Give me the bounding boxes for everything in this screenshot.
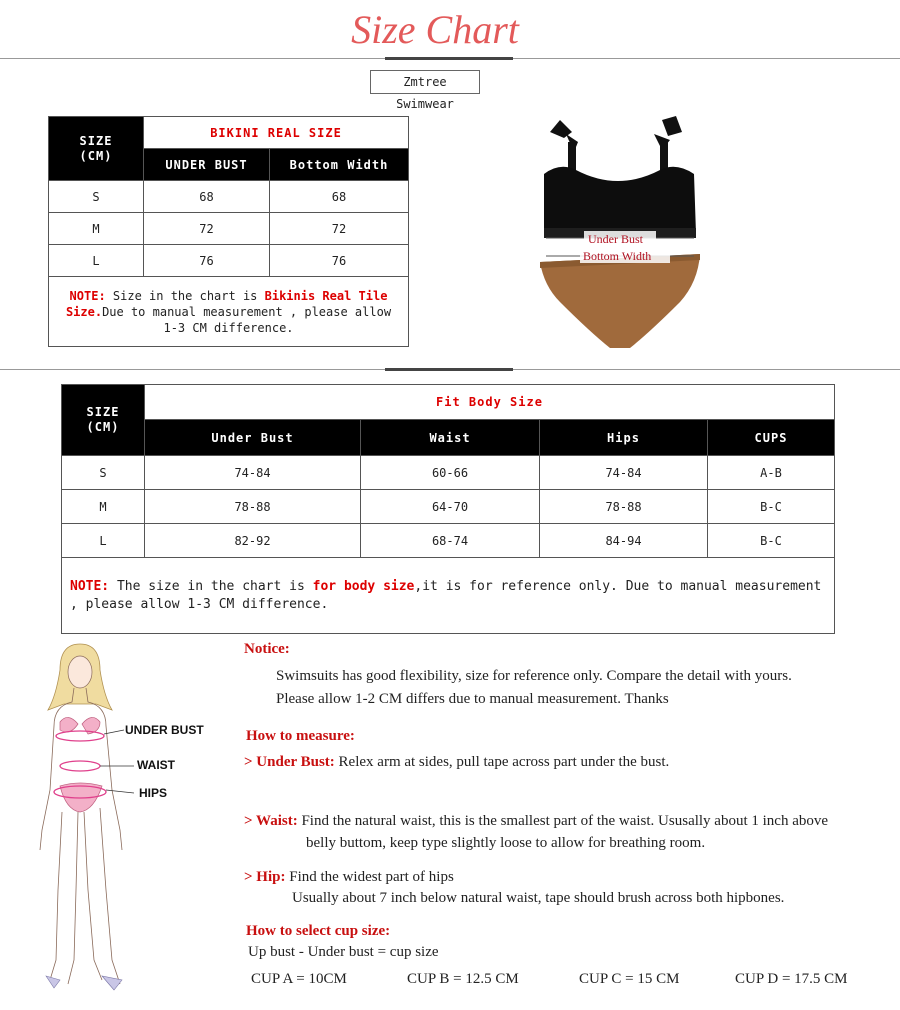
size-cell: L (62, 524, 145, 558)
note-highlight: Bikinis Real Tile Size. (65, 288, 388, 319)
note-text: ,it is for reference only. Due to manual measurement , please allow 1-3 CM difference. (70, 578, 822, 612)
value-cell: 68 (270, 181, 409, 213)
col-under-bust: UNDER BUST (144, 149, 270, 181)
fit-size-title: Fit Body Size (145, 385, 835, 420)
value-cell: 78-88 (540, 490, 708, 524)
divider-mark (385, 368, 513, 371)
value-cell: 76 (270, 245, 409, 277)
cup-formula: Up bust - Under bust = cup size (248, 944, 439, 960)
value-cell: 68 (144, 181, 270, 213)
table-row (62, 524, 835, 558)
cup-a: CUP A = 10CM (251, 971, 347, 987)
hip-label: > Hip: (244, 869, 286, 885)
under-bust-text: Relex arm at sides, pull tape across part under the bust. (338, 754, 670, 770)
value-cell: 68-74 (361, 524, 540, 558)
size-cell: L (49, 245, 144, 277)
size-cell: S (62, 456, 145, 490)
waist-text: Find the natural waist, this is the smallest part of the waist. Ususally about 1 inch above (301, 813, 829, 829)
real-size-note (49, 277, 409, 347)
value-cell: 74-84 (540, 456, 708, 490)
size-header: SIZE (CM) (62, 385, 145, 456)
real-size-table (48, 116, 409, 347)
notice-title: Notice: (244, 641, 290, 657)
size-cell: S (49, 181, 144, 213)
cup-c: CUP C = 15 CM (579, 971, 680, 987)
col-hips: Hips (540, 420, 708, 456)
fit-size-table (61, 384, 835, 634)
real-size-title: BIKINI REAL SIZE (144, 117, 409, 149)
size-cell: M (49, 213, 144, 245)
cup-b: CUP B = 12.5 CM (407, 971, 519, 987)
value-cell: 76 (144, 245, 270, 277)
hip-text-line2: Usually about 7 inch below natural waist, tape should brush across both hipbones. (292, 890, 785, 906)
label-under-bust: Under Bust (588, 232, 643, 246)
fit-size-note (62, 558, 835, 634)
notice-line: Please allow 1-2 CM differs due to manual measurement. Thanks (276, 691, 669, 707)
under-bust-instruction (244, 754, 669, 771)
table-row (62, 456, 835, 490)
value-cell: 72 (270, 213, 409, 245)
note-text: Due to manual measurement , please allow 1-3 CM difference. (102, 304, 392, 335)
table-row (49, 245, 409, 277)
col-bottom-width: Bottom Width (270, 149, 409, 181)
col-cups: CUPS (708, 420, 835, 456)
cup-size-title: How to select cup size: (246, 923, 391, 939)
cup-d: CUP D = 17.5 CM (735, 971, 848, 987)
brand-label: Zmtree Swimwear (370, 70, 480, 94)
value-cell: 84-94 (540, 524, 708, 558)
value-cell: 64-70 (361, 490, 540, 524)
note-prefix: NOTE: (70, 578, 110, 594)
size-cell: M (62, 490, 145, 524)
value-cell: B-C (708, 524, 835, 558)
hip-instruction (244, 869, 454, 886)
page-title: Size Chart (351, 7, 519, 52)
value-cell: 78-88 (145, 490, 361, 524)
figure-label-hips: HIPS (139, 786, 168, 800)
col-under-bust: Under Bust (145, 420, 361, 456)
hip-text: Find the widest part of hips (289, 869, 454, 885)
value-cell: 72 (144, 213, 270, 245)
figure-label-under-bust: UNDER BUST (125, 723, 204, 737)
waist-text-line2: belly buttom, keep type slightly loose to allow for breathing room. (306, 835, 706, 851)
table-row (49, 213, 409, 245)
table-row (49, 181, 409, 213)
under-bust-label: > Under Bust: (244, 754, 335, 770)
value-cell: 74-84 (145, 456, 361, 490)
notice-line: Swimsuits has good flexibility, size for reference only. Compare the detail with yours. (276, 668, 792, 684)
label-bottom-width: Bottom Width (583, 249, 652, 263)
size-header: SIZE (CM) (49, 117, 144, 181)
col-waist: Waist (361, 420, 540, 456)
value-cell: 60-66 (361, 456, 540, 490)
value-cell: A-B (708, 456, 835, 490)
waist-label: > Waist: (244, 813, 298, 829)
body-figure-illustration (20, 640, 140, 1000)
note-highlight: for body size (312, 578, 415, 594)
value-cell: 82-92 (145, 524, 361, 558)
note-text: The size in the chart is (109, 578, 313, 594)
note-prefix: NOTE: (69, 288, 106, 303)
how-to-measure-title: How to measure: (246, 728, 355, 744)
table-row (62, 490, 835, 524)
figure-label-waist: WAIST (137, 758, 175, 772)
note-text: Size in the chart is (105, 288, 265, 303)
value-cell: B-C (708, 490, 835, 524)
waist-instruction (244, 813, 828, 830)
divider-mark (385, 57, 513, 60)
